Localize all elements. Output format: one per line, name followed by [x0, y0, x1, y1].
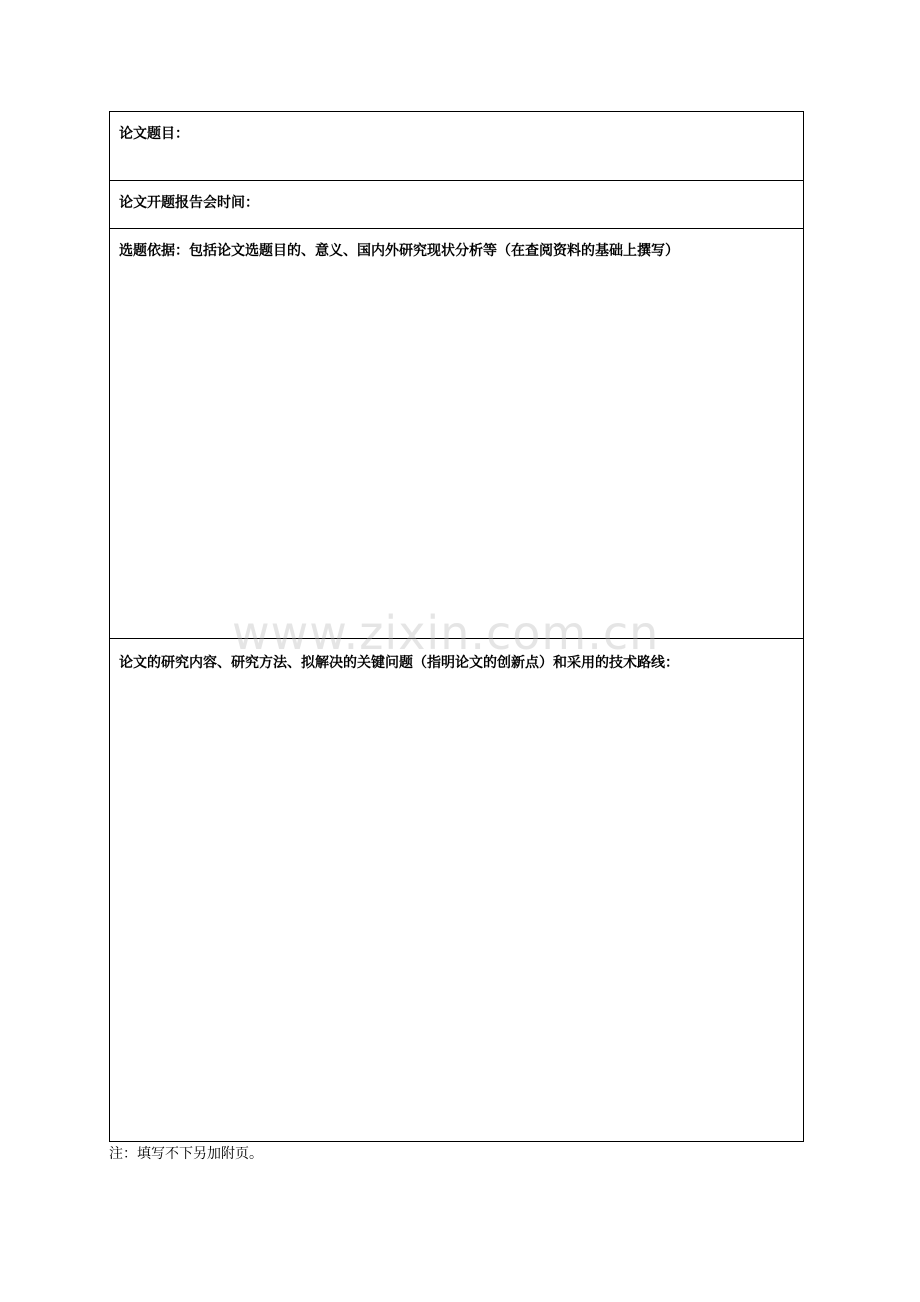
- watermark: www.zixin.com.cn: [232, 606, 660, 660]
- topic-basis-label: 选题依据：包括论文选题目的、意义、国内外研究现状分析等（在查阅资料的基础上撰写）: [119, 243, 679, 259]
- row-topic-basis: [110, 229, 803, 639]
- proposal-form-table: [109, 111, 804, 1142]
- thesis-title-label: 论文题目：: [119, 126, 189, 142]
- footnote: 注：填写不下另加附页。: [109, 1146, 263, 1162]
- thesis-title-field[interactable]: [110, 148, 803, 180]
- meeting-time-field[interactable]: [110, 217, 803, 228]
- row-thesis-title: [110, 112, 803, 181]
- topic-basis-field[interactable]: [110, 265, 803, 638]
- research-content-label: 论文的研究内容、研究方法、拟解决的关键问题（指明论文的创新点）和采用的技术路线：: [119, 655, 679, 671]
- row-research-content: [110, 639, 803, 1141]
- research-content-field[interactable]: [110, 677, 803, 1141]
- meeting-time-label: 论文开题报告会时间：: [119, 195, 259, 211]
- row-meeting-time: [110, 181, 803, 229]
